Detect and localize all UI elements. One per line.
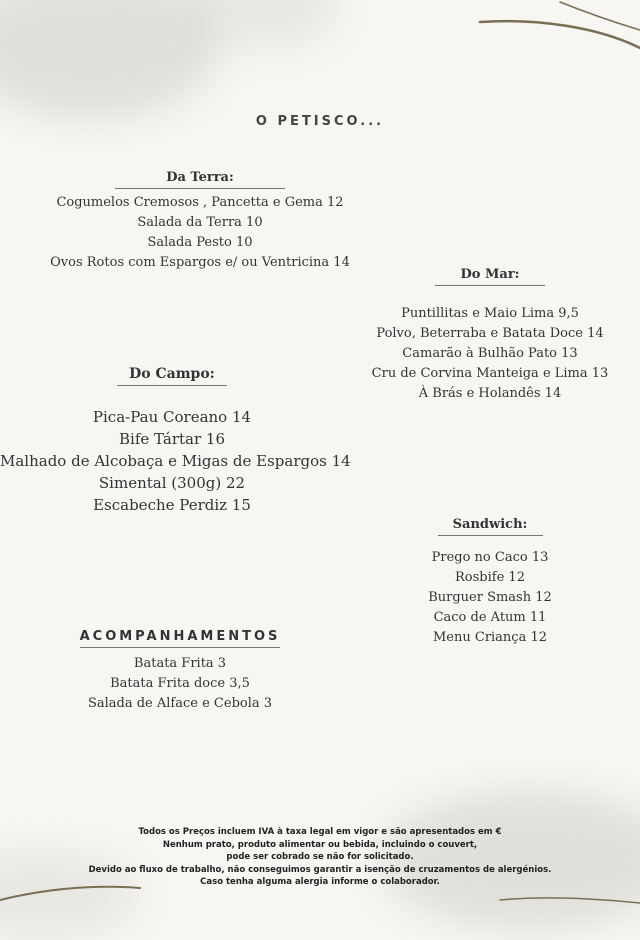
brush-stroke-top-right	[480, 21, 640, 48]
section-heading-do-mar: Do Mar:	[460, 267, 520, 282]
divider	[435, 285, 545, 286]
item-list-da-terra	[30, 193, 370, 273]
menu-item: Ovos Rotos com Espargos e/ ou Ventricina 14	[50, 255, 350, 270]
item-list-sandwich	[400, 548, 580, 648]
menu-item: Prego no Caco 13	[431, 550, 549, 565]
section-acompanhamentos	[50, 629, 310, 714]
menu-item: Rosbife 12	[455, 570, 525, 585]
section-do-campo	[0, 366, 351, 516]
footer-line: Todos os Preços incluem IVA à taxa legal em vigor e são apresentados em €	[138, 827, 502, 837]
menu-item: Cogumelos Cremosos , Pancetta e Gema 12	[56, 195, 344, 210]
footer-line: pode ser cobrado se não for solicitado.	[226, 852, 414, 862]
section-da-terra	[30, 170, 370, 273]
section-sandwich	[400, 517, 580, 648]
brush-stroke-bottom-right	[500, 898, 640, 903]
footer-line: Nenhum prato, produto alimentar ou bebida, incluindo o couvert,	[162, 839, 478, 850]
section-heading-acompanhamentos: ACOMPANHAMENTOS	[79, 629, 281, 644]
menu-item: Menu Criança 12	[432, 630, 548, 645]
item-list-do-mar	[360, 304, 620, 404]
divider	[115, 188, 285, 189]
menu-item: Bife Tártar 16	[119, 430, 225, 448]
menu-item: Polvo, Beterraba e Batata Doce 14	[376, 326, 604, 341]
item-list-do-campo	[0, 406, 351, 516]
divider	[80, 647, 280, 648]
footer-line: Devido ao fluxo de trabalho, não conseguimos garantir a isenção de cruzamentos de alergénios.	[88, 864, 552, 875]
menu-item: Camarão à Bulhão Pato 13	[402, 346, 578, 361]
divider	[438, 535, 543, 536]
menu-item: Cru de Corvina Manteiga e Lima 13	[371, 366, 609, 381]
section-do-mar	[360, 267, 620, 404]
section-heading-do-campo: Do Campo:	[129, 366, 215, 382]
footer-line: Caso tenha alguma alergia informe o colaborador.	[200, 877, 440, 887]
menu-item: Salada de Alface e Cebola 3	[87, 696, 273, 711]
menu-item: Batata Frita doce 3,5	[110, 676, 250, 691]
menu-item: Caco de Atum 11	[433, 610, 547, 625]
menu-item: Batata Frita 3	[133, 656, 227, 671]
menu-item: À Brás e Holandês 14	[418, 386, 562, 401]
menu-item: Malhado de Alcobaça e Migas de Espargos 14	[0, 452, 351, 470]
menu-item: Salada da Terra 10	[137, 215, 263, 230]
divider	[117, 385, 227, 386]
menu-item: Escabeche Perdiz 15	[93, 496, 251, 514]
menu-item: Pica-Pau Coreano 14	[92, 408, 252, 426]
menu-item: Puntillitas e Maio Lima 9,5	[401, 306, 579, 321]
menu-title: O PETISCO...	[255, 114, 385, 129]
menu-item: Burguer Smash 12	[428, 590, 552, 605]
legal-footer	[0, 826, 640, 889]
item-list-acompanhamentos	[50, 654, 310, 714]
section-heading-da-terra: Da Terra:	[166, 170, 234, 185]
menu-item: Salada Pesto 10	[147, 235, 253, 250]
section-heading-sandwich: Sandwich:	[452, 517, 528, 532]
brush-stroke-bottom-left	[0, 887, 140, 900]
menu-item: Simental (300g) 22	[98, 474, 246, 492]
